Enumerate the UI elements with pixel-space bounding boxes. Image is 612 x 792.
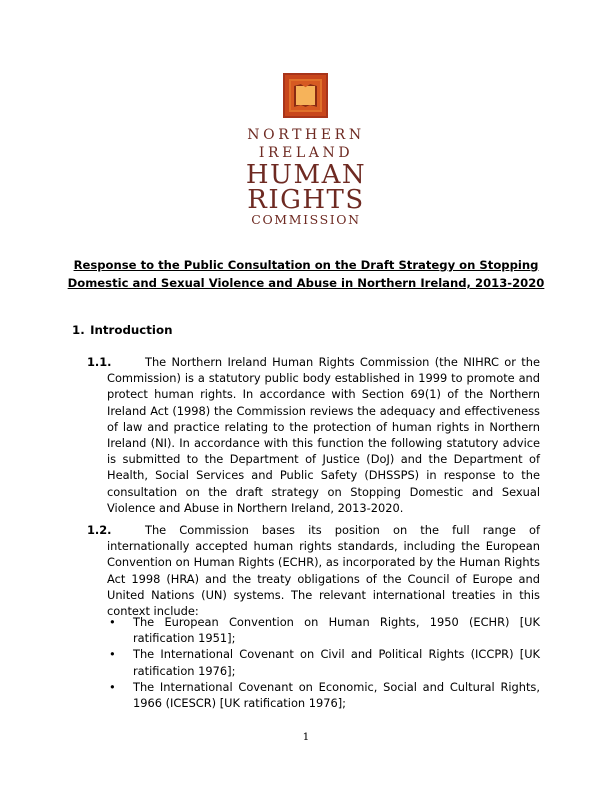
- section-number: 1.: [72, 323, 85, 337]
- paragraph-1-2: [87, 522, 540, 619]
- document-title-line-2: Domestic and Sexual Violence and Abuse in Northern Ireland, 2013-2020: [67, 276, 545, 290]
- treaty-list: [133, 614, 540, 711]
- list-item: • The International Covenant on Civil and Political Rights (ICCPR) [UK ratification 1976];: [133, 646, 540, 678]
- paragraph-number: 1.2.: [87, 523, 112, 537]
- book-icon: [283, 73, 328, 118]
- document-title-line-1: Response to the Public Consultation on the Draft Strategy on Stopping: [73, 258, 539, 272]
- section-title: Introduction: [90, 323, 173, 337]
- list-item: • The International Covenant on Economic, Social and Cultural Rights, 1966 (ICESCR) [UK ratification 1976];: [133, 679, 540, 711]
- logo-line-ireland: IRELAND: [258, 145, 354, 161]
- list-item: • The European Convention on Human Rights, 1950 (ECHR) [UK ratification 1951];: [133, 614, 540, 646]
- page-number: 1: [302, 731, 310, 743]
- logo-line-commission: COMMISSION: [251, 212, 361, 227]
- logo-line-northern: NORTHERN: [247, 127, 365, 143]
- paragraph-1-1: [87, 354, 540, 516]
- logo-line-rights: RIGHTS: [247, 185, 365, 215]
- paragraph-text: The Northern Ireland Human Rights Commission (the NIHRC or the Commission) is a statutory public body established in 1999 to promote and protect human rights. In accordance with Section 69(1) of the Northern Ireland Act (1998) the Commission reviews the adequacy and effectiveness of law and practice relating to the protection of human rights in Northern Ireland (NI). In accordance with this function the following statutory advice is submitted to the Department of Justice (DoJ) and the Department of Health, Social Services and Public Safety (DHSSPS) in response to the consultation on the draft strategy on Stopping Domestic and Sexual Violence and Abuse in Northern Ireland, 2013-2020.: [107, 355, 540, 515]
- paragraph-number: 1.1.: [87, 355, 112, 369]
- logo-line-human: HUMAN: [245, 160, 367, 190]
- section-heading: [72, 323, 172, 337]
- paragraph-text: The Commission bases its position on the full range of internationally accepted human rights standards, including the European Convention on Human Rights (ECHR), as incorporated by the Human Rights Act 1998 (HRA) and the treaty obligations of the Council of Europe and United Nations (UN) systems. The relevant international treaties in this context include:: [107, 523, 540, 619]
